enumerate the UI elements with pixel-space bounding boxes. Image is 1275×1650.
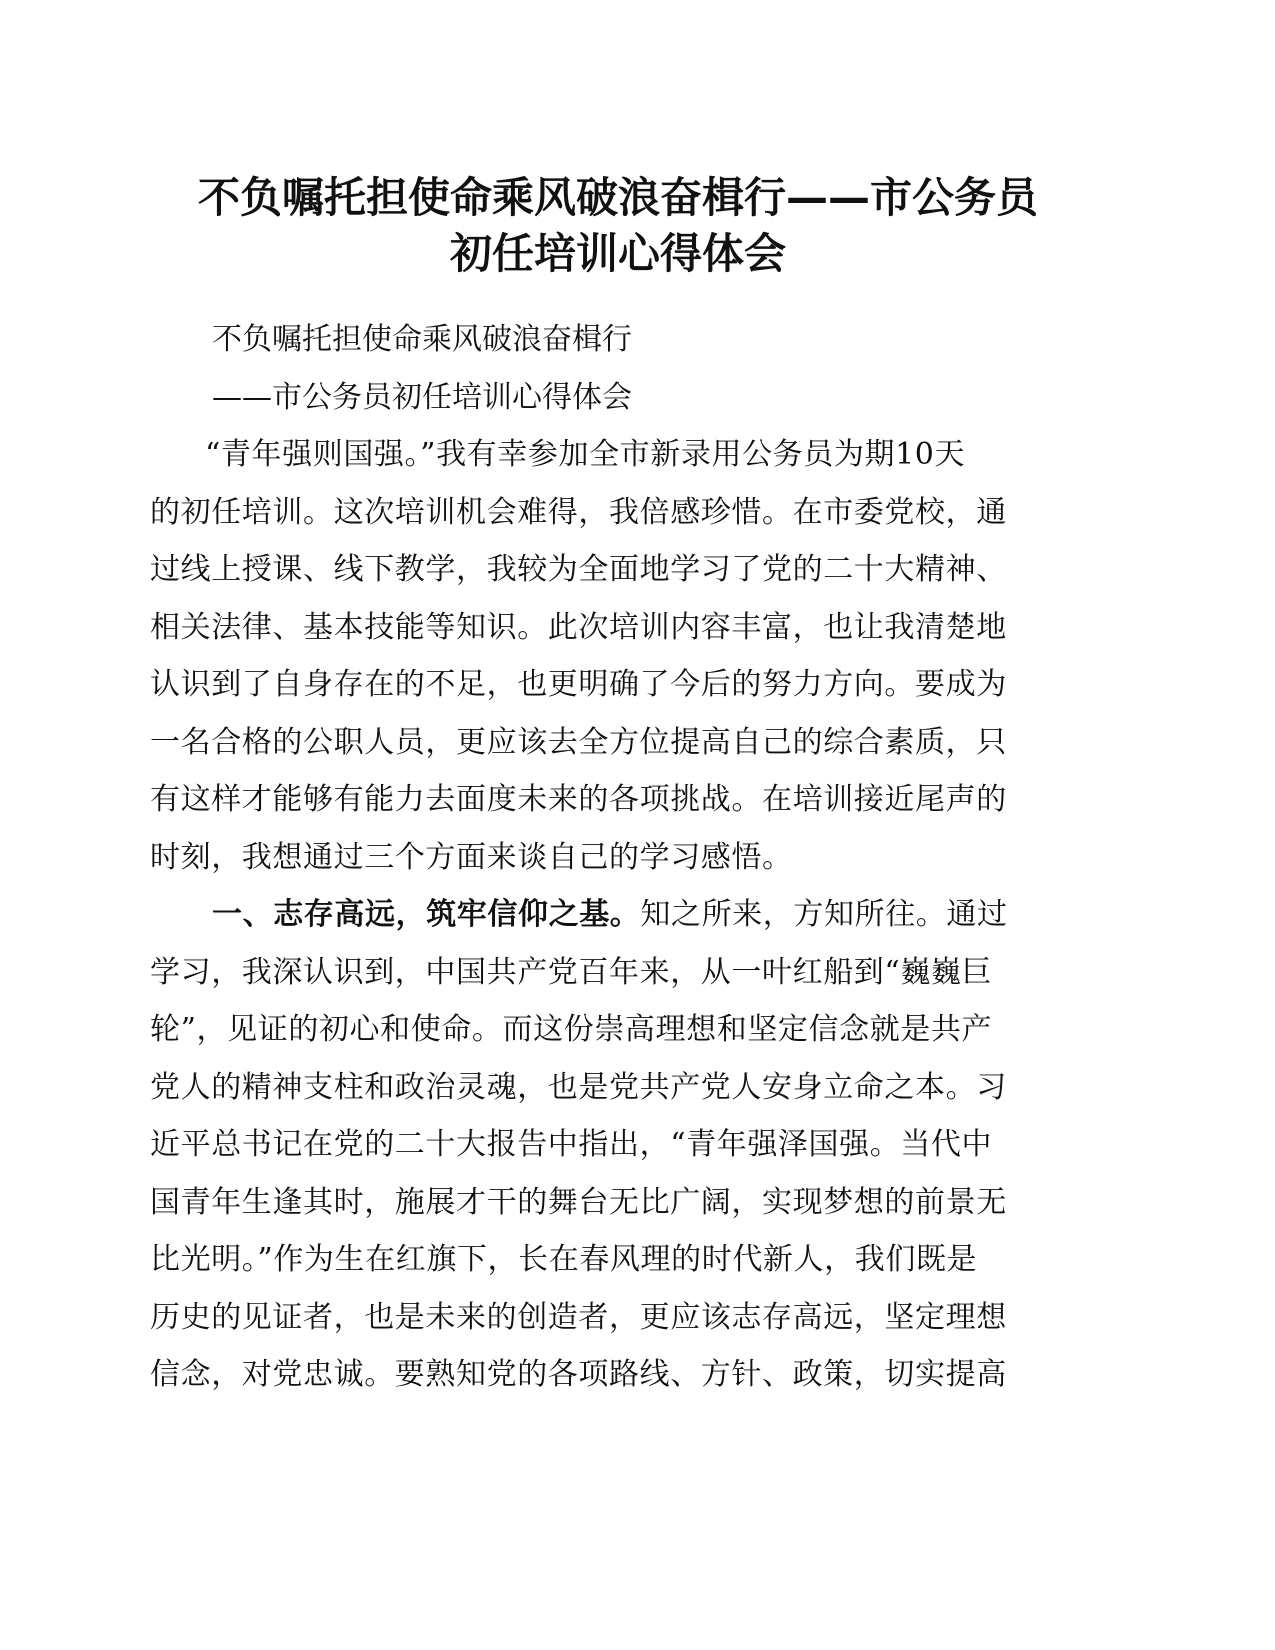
paragraph-2-line: 国青年生逢其时，施展才干的舞台无比广阔，实现梦想的前景无 bbox=[150, 1184, 1007, 1220]
paragraph-2-line: 信念，对党忠诚。要熟知党的各项路线、方针、政策，切实提高 bbox=[150, 1357, 1007, 1392]
paragraph-2-line: 近平总书记在党的二十大报告中指出，“青年强泽国强。当代中 bbox=[150, 1127, 993, 1162]
paragraph-1-line: 过线上授课、线下教学，我较为全面地学习了党的二十大精神、 bbox=[150, 552, 1007, 587]
paragraph-2-line: 比光明。”作为生在红旗下，长在春风理的时代新人，我们既是 bbox=[150, 1242, 978, 1277]
subtitle-1: 不负嘱托担使命乘风破浪奋楫行 bbox=[212, 322, 632, 357]
paragraph-1-line: 认识到了自身存在的不足，也更明确了今后的努力方向。要成为 bbox=[150, 667, 1007, 702]
document-page bbox=[150, 170, 1086, 1404]
paragraph-2-line: 轮”，见证的初心和使命。而这份崇高理想和坚定信念就是共产 bbox=[150, 1012, 993, 1047]
title-line-2: 初任培训心得体会 bbox=[449, 229, 786, 278]
paragraph-2 bbox=[150, 886, 1086, 1404]
paragraph-1-line: 一名合格的公职人员，更应该去全方位提高自己的综合素质，只 bbox=[150, 724, 1007, 760]
paragraph-1-line: 时刻，我想通过三个方面来谈自己的学习感悟。 bbox=[150, 839, 793, 875]
paragraph-2-first-text: 知之所来，方知所往。通过 bbox=[640, 897, 1008, 932]
paragraph-1-line: 有这样才能够有能力去面度未来的各项挑战。在培训接近尾声的 bbox=[150, 782, 1007, 817]
paragraph-1 bbox=[150, 426, 1086, 886]
paragraph-2-line: 学习，我深认识到，中国共产党百年来，从一叶红船到“巍巍巨 bbox=[150, 954, 993, 990]
document-title bbox=[150, 170, 1086, 282]
paragraph-1-line: “青年强则国强。”我有幸参加全市新录用公务员为期10天 bbox=[205, 437, 966, 472]
title-line-1: 不负嘱托担使命乘风破浪奋楫行——市公务员 bbox=[197, 173, 1038, 222]
section-heading-1: 一、志存高远，筑牢信仰之基。 bbox=[212, 897, 641, 932]
paragraph-2-line: 党人的精神支柱和政治灵魂，也是党共产党人安身立命之本。习 bbox=[150, 1069, 1007, 1105]
subtitle-2: ——市公务员初任培训心得体会 bbox=[212, 379, 632, 415]
paragraph-2-first-line bbox=[150, 886, 1086, 944]
paragraph-1-line: 的初任培训。这次培训机会难得，我倍感珍惜。在市委党校，通 bbox=[150, 494, 1007, 530]
paragraph-1-line: 相关法律、基本技能等知识。此次培训内容丰富，也让我清楚地 bbox=[150, 609, 1007, 645]
paragraph-2-line: 历史的见证者，也是未来的创造者，更应该志存高远，坚定理想 bbox=[150, 1299, 1007, 1335]
